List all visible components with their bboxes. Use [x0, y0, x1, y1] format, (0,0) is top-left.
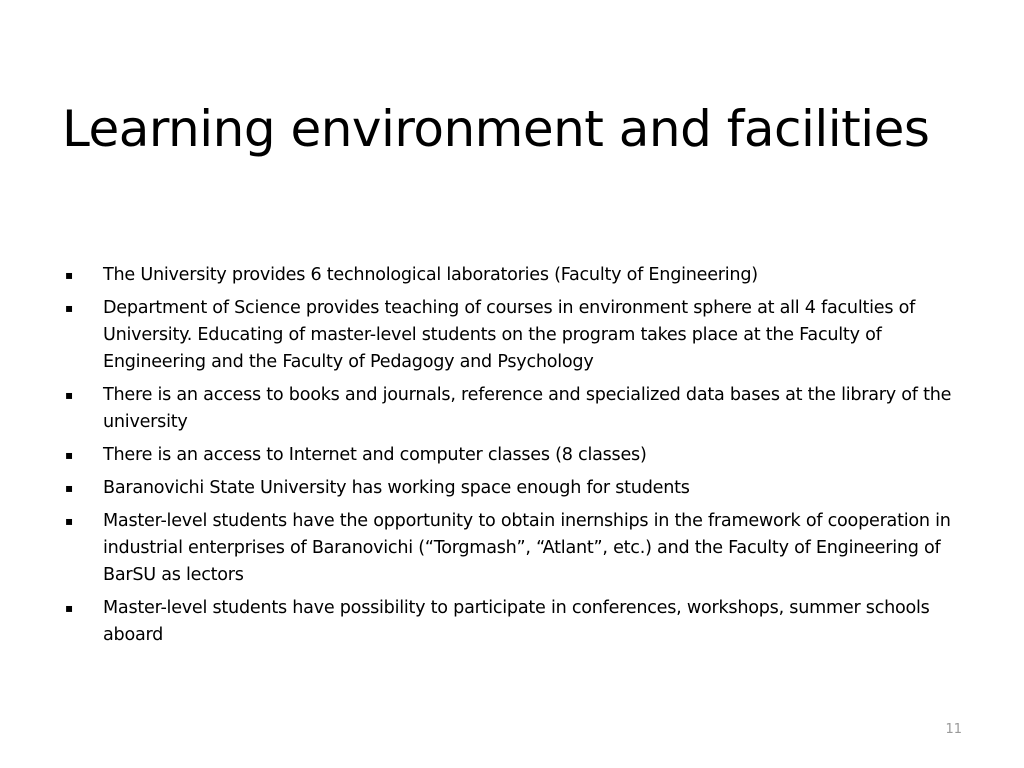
- bullet-text: There is an access to books and journals, reference and specialized data bases at the library of the university: [103, 385, 952, 432]
- slide-title: Learning environment and facilities: [62, 100, 930, 158]
- square-bullet-icon: ▪: [65, 601, 73, 615]
- square-bullet-icon: ▪: [65, 301, 73, 315]
- bullet-text: Department of Science provides teaching of courses in environment sphere at all 4 faculties of University. Educating of master-level students on the program takes place at the Faculty of Engineering and the Faculty of Pedagogy and Psychology: [103, 298, 916, 372]
- bullet-item-internships: [0, 508, 965, 589]
- square-bullet-icon: ▪: [65, 514, 73, 528]
- square-bullet-icon: ▪: [65, 481, 73, 495]
- page-number: 11: [945, 722, 962, 737]
- square-bullet-icon: ▪: [65, 268, 73, 282]
- bullet-text: Master-level students have the opportunity to obtain inernships in the framework of cooperation in industrial enterprises of Baranovichi (“Torgmash”, “Atlant”, etc.) and the Faculty of Engineering of BarSU as lectors: [103, 511, 951, 585]
- bullet-item-working-space: [0, 475, 965, 502]
- bullet-item-conferences: [0, 595, 965, 649]
- square-bullet-icon: ▪: [65, 448, 73, 462]
- bullet-list: [0, 262, 1024, 655]
- bullet-item-internet-access: [0, 442, 965, 469]
- bullet-text: Baranovichi State University has working space enough for students: [103, 478, 690, 498]
- bullet-item-department-of-science: [0, 295, 965, 376]
- bullet-text: The University provides 6 technological laboratories (Faculty of Engineering): [103, 265, 758, 285]
- bullet-item-laboratories: [0, 262, 965, 289]
- bullet-item-library-access: [0, 382, 965, 436]
- square-bullet-icon: ▪: [65, 388, 73, 402]
- bullet-text: There is an access to Internet and computer classes (8 classes): [103, 445, 647, 465]
- bullet-text: Master-level students have possibility to participate in conferences, workshops, summer schools aboard: [103, 598, 930, 645]
